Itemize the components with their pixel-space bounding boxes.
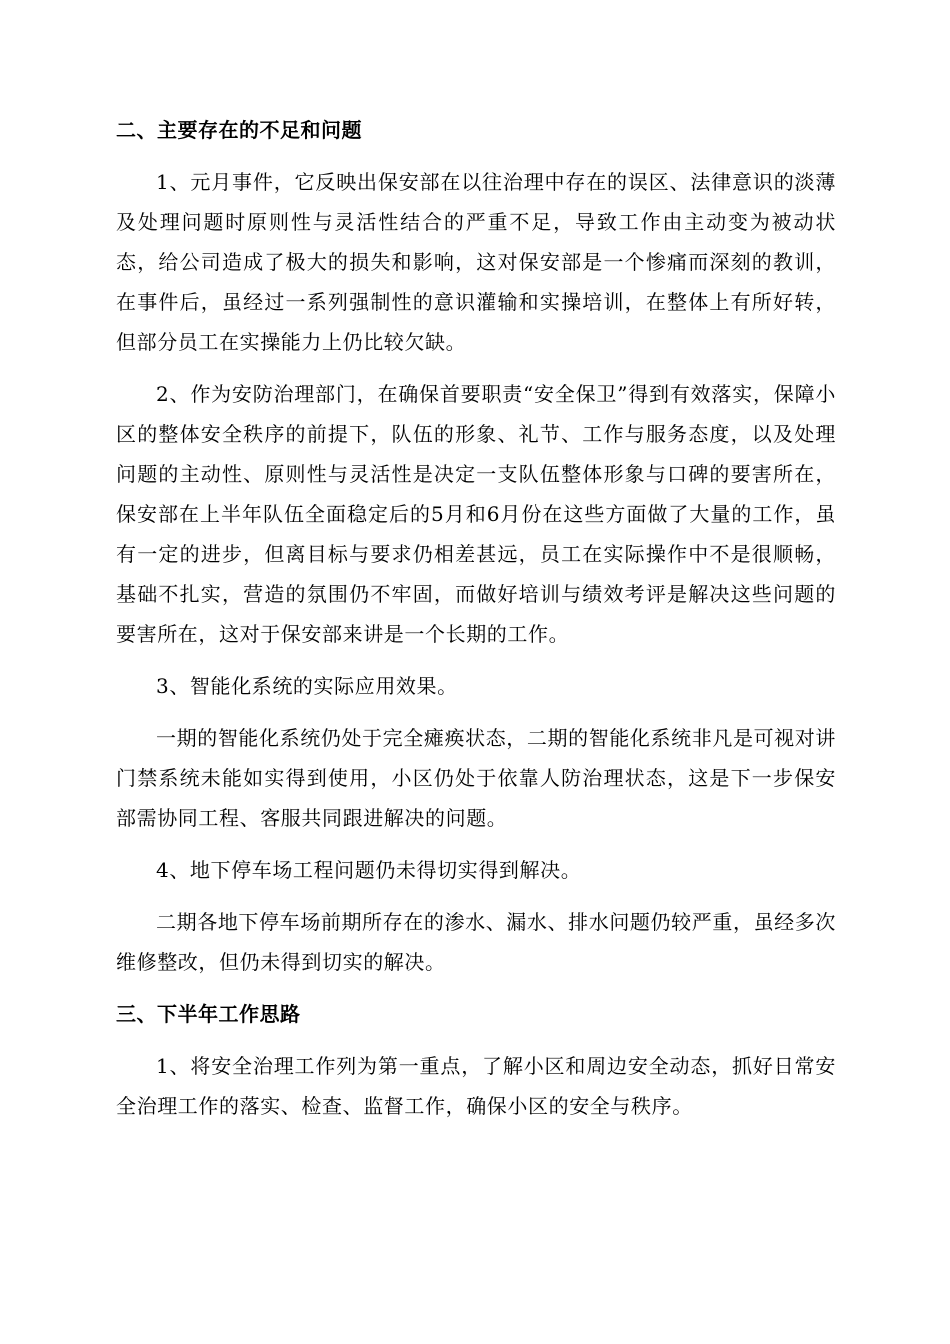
paragraph-incident: 1、元月事件，它反映出保安部在以往治理中存在的误区、法律意识的淡薄及处理问题时原则性与灵活性结合的严重不足，导致工作由主动变为被动状态，给公司造成了极大的损失和影响，这对保安部是一个惨痛而深刻的教训，在事件后，虽经过一系列强制性的意识灌输和实操培训，在整体上有所好转，但部分员工在实操能力上仍比较欠缺。 bbox=[116, 170, 836, 354]
document-page bbox=[116, 110, 836, 1138]
paragraph-parking-detail: 二期各地下停车场前期所存在的渗水、漏水、排水问题仍较严重，虽经多次维修整改，但仍未得到切实的解决。 bbox=[116, 910, 836, 974]
paragraph-plan-1: 1、将安全治理工作列为第一重点，了解小区和周边安全动态，抓好日常安全治理工作的落实、检查、监督工作，确保小区的安全与秩序。 bbox=[116, 1054, 836, 1118]
paragraph-security-dept: 2、作为安防治理部门，在确保首要职责“安全保卫”得到有效落实，保障小区的整体安全秩序的前提下，队伍的形象、礼节、工作与服务态度，以及处理问题的主动性、原则性与灵活性是决定一支队伍整体形象与口碑的要害所在，保安部在上半年队伍全面稳定后的5月和6月份在这些方面做了大量的工作，虽有一定的进步，但离目标与要求仍相差甚远，员工在实际操作中不是很顺畅，基础不扎实，营造的氛围仍不牢固，而做好培训与绩效考评是解决这些问题的要害所在，这对于保安部来讲是一个长期的工作。 bbox=[116, 382, 836, 646]
section-heading-problems: 二、主要存在的不足和问题 bbox=[116, 118, 362, 142]
paragraph-parking-title: 4、地下停车场工程问题仍未得切实得到解决。 bbox=[156, 858, 582, 882]
section-heading-plan: 三、下半年工作思路 bbox=[116, 1002, 301, 1026]
paragraph-smart-system-title: 3、智能化系统的实际应用效果。 bbox=[156, 674, 458, 698]
paragraph-smart-system-detail: 一期的智能化系统仍处于完全瘫痪状态，二期的智能化系统非凡是可视对讲门禁系统未能如实得到使用，小区仍处于依靠人防治理状态，这是下一步保安部需协同工程、客服共同跟进解决的问题。 bbox=[116, 726, 836, 830]
